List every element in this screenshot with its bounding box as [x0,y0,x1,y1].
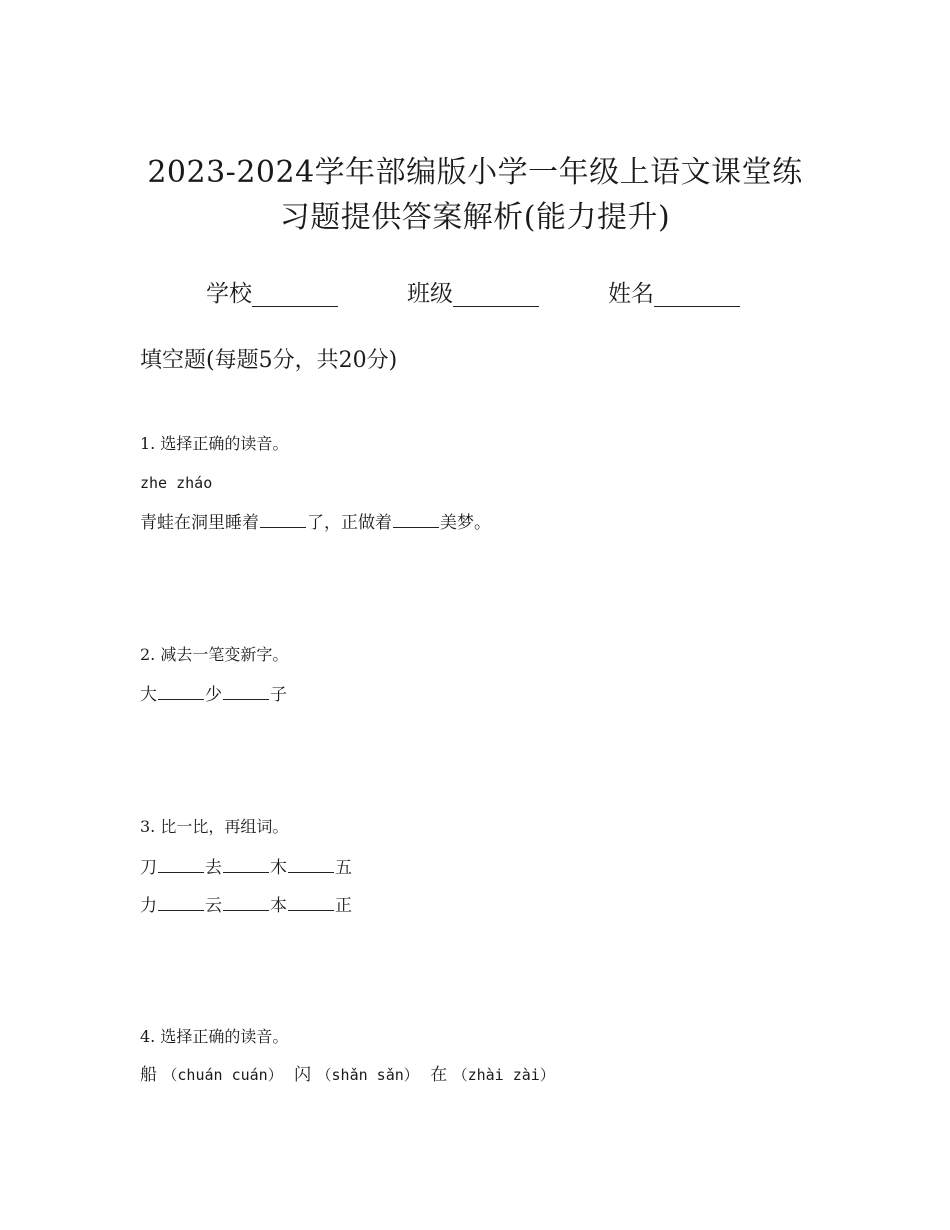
question-3-prompt: 3. 比一比，再组词。 [140,817,289,836]
pinyin-choice: （zhài zài） [452,1066,555,1084]
char: 去 [205,858,222,878]
section-heading: 填空题(每题5分，共20分) [140,348,398,373]
question-3-row-1 [140,852,352,881]
question-1-sentence [140,507,491,536]
question-1-options: zhe zháo [140,474,213,492]
char: 闪 [294,1065,312,1085]
name-field [608,276,740,312]
char: 云 [205,896,222,916]
sentence-part: 了，正做着 [307,513,392,533]
question-3-row-2 [140,890,352,919]
name-label: 姓名 [608,281,654,307]
title-line-1: 2023-2024学年部编版小学一年级上语文课堂练 [147,155,803,190]
school-field [206,276,338,312]
class-label: 班级 [407,281,453,307]
question-2-prompt: 2. 减去一笔变新字。 [140,645,289,664]
student-info-row [0,276,950,312]
class-blank[interactable] [453,276,539,307]
char: 本 [270,896,287,916]
sentence-part: 美梦。 [440,513,491,533]
answer-blank[interactable] [223,890,269,911]
char: 刀 [140,858,157,878]
class-field [407,276,539,312]
char: 正 [335,896,352,916]
char: 少 [205,685,222,705]
char: 木 [270,858,287,878]
answer-blank[interactable] [223,679,269,700]
question-4-prompt: 4. 选择正确的读音。 [140,1027,289,1046]
pinyin-choice: （chuán cuán） [162,1066,283,1084]
answer-blank[interactable] [158,890,204,911]
sentence-part: 青蛙在洞里睡着 [140,513,259,533]
answer-blank[interactable] [288,890,334,911]
name-blank[interactable] [654,276,740,307]
title-line-2: 习题提供答案解析(能力提升) [279,200,671,235]
answer-blank[interactable] [393,507,439,528]
document-title [100,150,850,240]
question-1-prompt: 1. 选择正确的读音。 [140,434,289,453]
char: 大 [140,685,157,705]
char: 力 [140,896,157,916]
school-blank[interactable] [252,276,338,307]
answer-blank[interactable] [288,852,334,873]
answer-blank[interactable] [223,852,269,873]
school-label: 学校 [206,281,252,307]
answer-blank[interactable] [260,507,306,528]
char: 子 [270,685,287,705]
answer-blank[interactable] [158,852,204,873]
char: 在 [430,1065,448,1085]
question-4-items [140,1062,555,1088]
char: 船 [140,1065,157,1085]
answer-blank[interactable] [158,679,204,700]
question-2-answers [140,679,287,708]
char: 五 [335,858,352,878]
pinyin-choice: （shǎn sǎn） [316,1066,419,1084]
